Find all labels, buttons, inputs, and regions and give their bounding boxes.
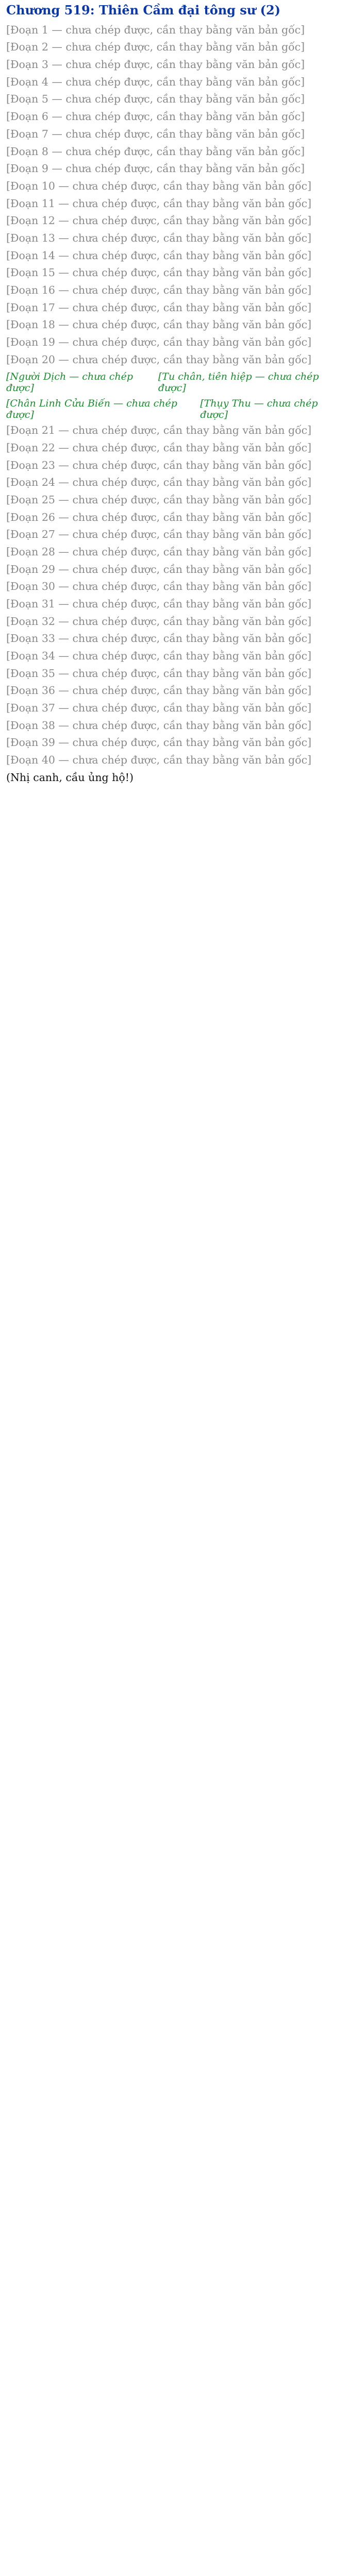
credits-row-2 — [6, 398, 343, 420]
paragraph: [Đoạn 39 — chưa chép được, cần thay bằng văn bản gốc] — [6, 736, 312, 749]
paragraph: [Đoạn 6 — chưa chép được, cần thay bằng văn bản gốc] — [6, 110, 305, 123]
paragraph: [Đoạn 20 — chưa chép được, cần thay bằng văn bản gốc] — [6, 353, 312, 366]
closing-note: (Nhị canh, cầu ủng hộ!) — [6, 771, 134, 784]
paragraph: [Đoạn 9 — chưa chép được, cần thay bằng văn bản gốc] — [6, 162, 305, 175]
paragraph: [Đoạn 10 — chưa chép được, cần thay bằng văn bản gốc] — [6, 179, 312, 192]
paragraph: [Đoạn 17 — chưa chép được, cần thay bằng văn bản gốc] — [6, 301, 312, 314]
translator-label: [Người Dịch — chưa chép được] — [6, 371, 134, 394]
paragraph: [Đoạn 27 — chưa chép được, cần thay bằng văn bản gốc] — [6, 528, 312, 541]
paragraph: [Đoạn 18 — chưa chép được, cần thay bằng văn bản gốc] — [6, 318, 312, 331]
paragraph: [Đoạn 8 — chưa chép được, cần thay bằng văn bản gốc] — [6, 145, 305, 158]
paragraph: [Đoạn 7 — chưa chép được, cần thay bằng văn bản gốc] — [6, 127, 305, 140]
paragraph: [Đoạn 32 — chưa chép được, cần thay bằng văn bản gốc] — [6, 615, 312, 628]
paragraph: [Đoạn 21 — chưa chép được, cần thay bằng văn bản gốc] — [6, 424, 312, 437]
paragraph: [Đoạn 25 — chưa chép được, cần thay bằng văn bản gốc] — [6, 493, 312, 506]
paragraph: [Đoạn 19 — chưa chép được, cần thay bằng văn bản gốc] — [6, 335, 312, 348]
book-name-label: [Chân Linh Cửu Biến — chưa chép được] — [6, 398, 177, 421]
paragraph: [Đoạn 22 — chưa chép được, cần thay bằng văn bản gốc] — [6, 441, 312, 454]
chapter-title: Chương 519: Thiên Cầm đại tông sư (2) — [6, 3, 281, 18]
paragraph: [Đoạn 30 — chưa chép được, cần thay bằng văn bản gốc] — [6, 580, 312, 593]
paragraph: [Đoạn 12 — chưa chép được, cần thay bằng văn bản gốc] — [6, 214, 312, 227]
paragraph: [Đoạn 40 — chưa chép được, cần thay bằng văn bản gốc] — [6, 754, 312, 766]
paragraph: [Đoạn 34 — chưa chép được, cần thay bằng văn bản gốc] — [6, 649, 312, 662]
paragraph: [Đoạn 36 — chưa chép được, cần thay bằng văn bản gốc] — [6, 684, 312, 697]
paragraph: [Đoạn 15 — chưa chép được, cần thay bằng văn bản gốc] — [6, 266, 312, 279]
genre-label: [Tu chân, tiên hiệp — chưa chép được] — [158, 371, 319, 394]
paragraph: [Đoạn 35 — chưa chép được, cần thay bằng văn bản gốc] — [6, 667, 312, 680]
paragraph: [Đoạn 31 — chưa chép được, cần thay bằng văn bản gốc] — [6, 597, 312, 610]
paragraph: [Đoạn 16 — chưa chép được, cần thay bằng văn bản gốc] — [6, 283, 312, 296]
paragraph: [Đoạn 3 — chưa chép được, cần thay bằng văn bản gốc] — [6, 58, 305, 71]
paragraph: [Đoạn 26 — chưa chép được, cần thay bằng văn bản gốc] — [6, 511, 312, 523]
paragraph: [Đoạn 24 — chưa chép được, cần thay bằng văn bản gốc] — [6, 476, 312, 489]
paragraph: [Đoạn 37 — chưa chép được, cần thay bằng văn bản gốc] — [6, 701, 312, 714]
paragraph: [Đoạn 11 — chưa chép được, cần thay bằng văn bản gốc] — [6, 197, 312, 210]
paragraph: [Đoạn 14 — chưa chép được, cần thay bằng văn bản gốc] — [6, 249, 312, 262]
credits-row-1 — [6, 371, 343, 394]
paragraph: [Đoạn 13 — chưa chép được, cần thay bằng văn bản gốc] — [6, 231, 312, 244]
paragraph: [Đoạn 2 — chưa chép được, cần thay bằng văn bản gốc] — [6, 41, 305, 54]
paragraph: [Đoạn 23 — chưa chép được, cần thay bằng văn bản gốc] — [6, 459, 312, 471]
chapter-body-bottom — [6, 423, 343, 767]
paragraph: [Đoạn 38 — chưa chép được, cần thay bằng văn bản gốc] — [6, 719, 312, 732]
paragraph: [Đoạn 5 — chưa chép được, cần thay bằng văn bản gốc] — [6, 93, 305, 106]
paragraph: [Đoạn 29 — chưa chép được, cần thay bằng văn bản gốc] — [6, 563, 312, 575]
chapter-body-top — [6, 23, 343, 367]
paragraph: [Đoạn 1 — chưa chép được, cần thay bằng văn bản gốc] — [6, 23, 305, 36]
paragraph: [Đoạn 28 — chưa chép được, cần thay bằng văn bản gốc] — [6, 545, 312, 558]
paragraph: [Đoạn 4 — chưa chép được, cần thay bằng văn bản gốc] — [6, 75, 305, 88]
paragraph: [Đoạn 33 — chưa chép được, cần thay bằng văn bản gốc] — [6, 632, 312, 645]
editor-label: [Thụy Thu — chưa chép được] — [200, 398, 318, 421]
